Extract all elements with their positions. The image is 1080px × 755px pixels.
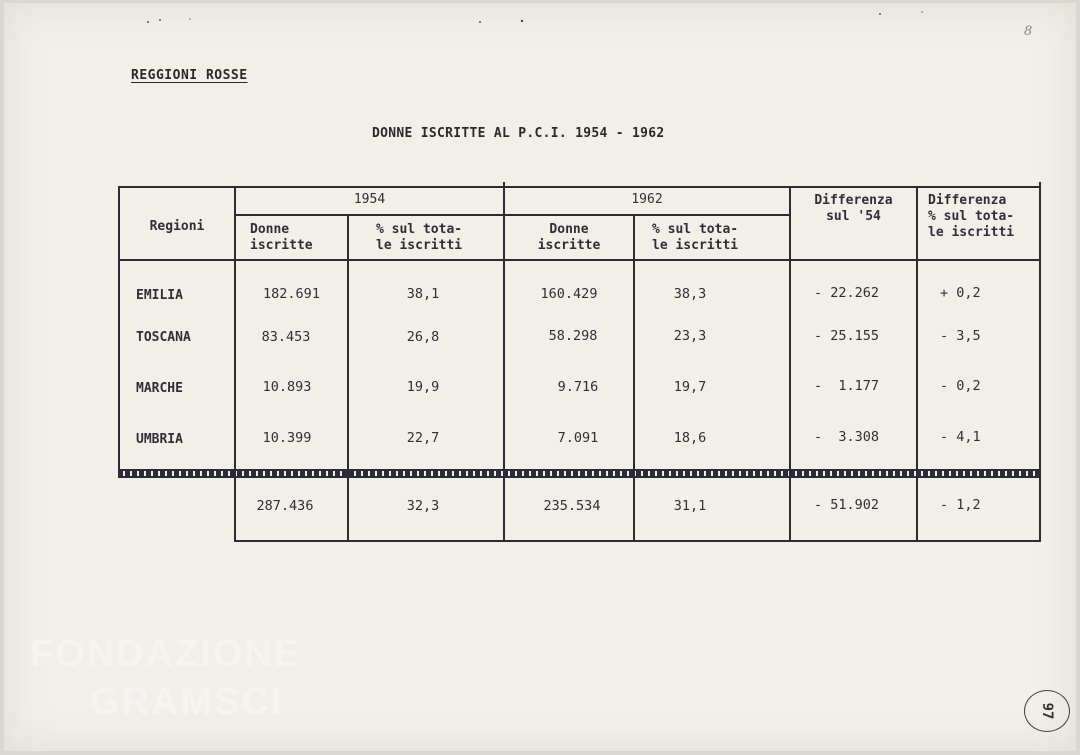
cell-diff: - 1.177 (814, 378, 880, 394)
table-title: DONNE ISCRITTE AL P.C.I. 1954 - 1962 (372, 126, 665, 141)
cell-donne-1954: 83.453 (261, 329, 311, 345)
col-border-5 (789, 186, 791, 542)
cell-donne-1962: 9.716 (557, 379, 599, 395)
header-bottom-rule (118, 259, 1041, 261)
col-border-right (1039, 182, 1041, 542)
cell-donne-1962: 58.298 (548, 328, 598, 344)
cell-diff: - 22.262 (814, 285, 880, 301)
total-perc-1962: 31,1 (673, 498, 707, 514)
cell-perc-1954: 19,9 (406, 379, 440, 395)
col-border-6 (916, 186, 918, 542)
cell-diff-percent: - 0,2 (940, 378, 981, 394)
total-donne-1954: 287.436 (256, 498, 314, 514)
total-donne-1962: 235.534 (543, 498, 601, 514)
cell-perc-1954: 22,7 (406, 430, 440, 446)
col-border-2 (347, 214, 349, 542)
cell-diff-percent: - 4,1 (940, 429, 981, 445)
year-subheader-rule (234, 214, 790, 216)
section-heading: REGGIONI ROSSE (131, 68, 248, 83)
cell-donne-1954: 182.691 (263, 286, 320, 302)
header-donne-1962: Donne iscritte (537, 222, 601, 253)
row-region: MARCHE (136, 381, 183, 396)
header-year-1954: 1954 (353, 192, 386, 207)
header-year-1962: 1962 (631, 192, 663, 207)
cell-perc-1962: 23,3 (673, 328, 707, 344)
col-border-4 (633, 214, 635, 542)
total-separator-double-rule (118, 469, 1041, 478)
cell-perc-1962: 18,6 (673, 430, 707, 446)
header-diff-absolute: Differenza sul '54 (814, 193, 893, 224)
cell-diff-percent: + 0,2 (940, 285, 981, 301)
cell-diff-percent: - 3,5 (940, 328, 981, 344)
row-region: TOSCANA (136, 330, 191, 345)
cell-diff: - 3.308 (814, 429, 880, 445)
archive-stamp-number: 97 (1024, 690, 1070, 732)
header-diff-percent: Differenza % sul tota- le iscritti (928, 193, 1015, 240)
cell-donne-1962: 160.429 (540, 286, 598, 302)
watermark-line-1: FONDAZIONE (30, 633, 302, 675)
cell-donne-1954: 10.399 (262, 430, 312, 446)
cell-diff: - 25.155 (814, 328, 880, 344)
archive-watermark (30, 630, 301, 726)
row-region: UMBRIA (136, 432, 183, 447)
total-diff: - 51.902 (814, 497, 880, 513)
table-top-border (118, 186, 1041, 188)
total-diff-percent: - 1,2 (940, 497, 981, 513)
watermark-line-2: GRAMSCI (90, 681, 284, 723)
header-donne-1954: Donne iscritte (250, 222, 313, 253)
cell-perc-1962: 38,3 (673, 286, 707, 302)
header-regioni: Regioni (149, 219, 205, 234)
total-perc-1954: 32,3 (406, 498, 440, 514)
header-perc-1954: % sul tota- le iscritti (376, 222, 463, 253)
header-perc-1962: % sul tota- le iscritti (652, 222, 739, 253)
page-number-mark: 8 (1024, 24, 1033, 39)
cell-donne-1962: 7.091 (557, 430, 599, 446)
cell-perc-1962: 19,7 (673, 379, 707, 395)
cell-donne-1954: 10.893 (262, 379, 312, 395)
table-bottom-border (234, 540, 1041, 542)
cell-perc-1954: 26,8 (406, 329, 440, 345)
row-region: EMILIA (136, 288, 183, 303)
cell-perc-1954: 38,1 (406, 286, 440, 302)
col-border-1 (234, 186, 236, 542)
